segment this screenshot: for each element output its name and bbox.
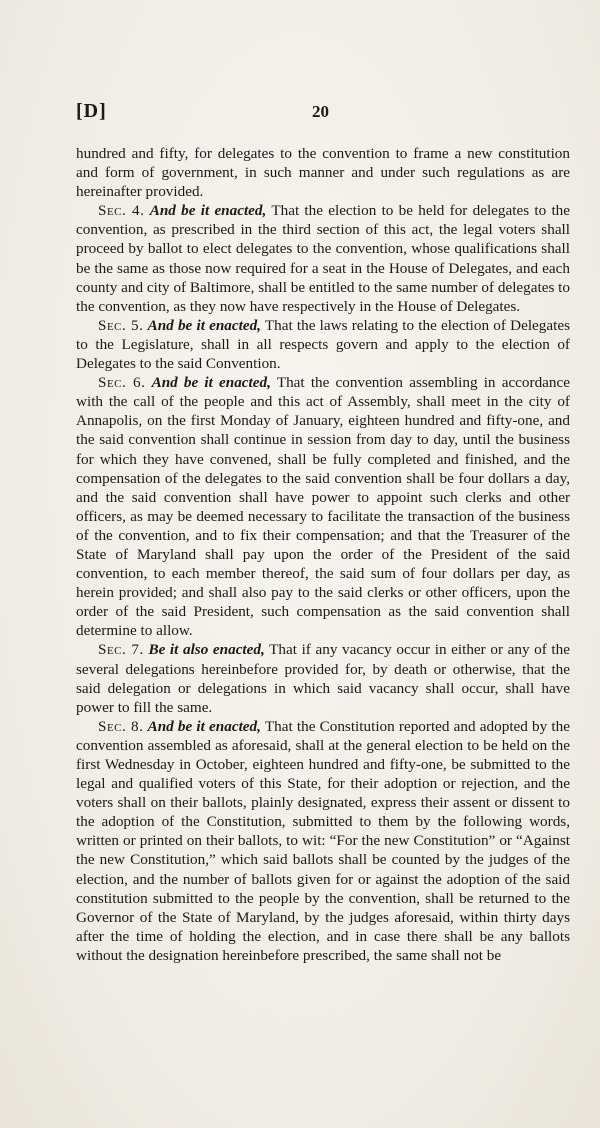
paragraph-text: That the Constitution reported and adopted by the convention assembled as aforesaid, shall at the general election to be held on the first Wednesday in October, eighteen hundred and fifty-one, be submitted to the legal and qualified voters of this State, for their adoption or rejection, and the voters shall on their ballots, plainly designated, express their assent or dissent to the adoption of the Constitution, submitted to them by the following words, written or printed on their ballots, to wit: “For the new Constitution” or “Against the new Constitution,” which said ballots shall be counted by the judges of the election, and the number of ballots given for or against the adoption of the said constitution submitted to the people by the convention, shall be returned to the Governor of the State of Maryland, by the judges aforesaid, within thirty days after the time of holding the election, and in case there shall be any ballots without the designation hereinbefore prescribed, the same shall not be <box>76 717 570 964</box>
page-number: 20 <box>312 102 329 121</box>
paragraph-text: That the laws relating to the election of Delegates to the Legislature, shall in all respects govern and apply to the election of Delegates to the said Convention. <box>76 316 570 373</box>
section-6 <box>76 373 570 640</box>
paragraph-text: That if any vacancy occur in either or any of the several delegations hereinbefore provided for, by death or otherwise, that the said delegation or delegations in which said vacancy shall occur, shall have power to fill the same. <box>76 641 570 716</box>
section-label: Sec. 7. <box>98 641 144 659</box>
section-label: Sec. 8. <box>98 717 144 735</box>
enacting-clause: And be it enacted, <box>151 374 271 392</box>
section-5 <box>76 316 570 373</box>
body-text <box>76 144 570 965</box>
paragraph-text: That the election to be held for delegates to the convention, as prescribed in the third section of this act, the legal voters shall proceed by ballot to elect delegates to the convention, whose qualifications shall be the same as those now required for a seat in the House of Delegates, and each county and city of Baltimore, shall be entitled to the same number of delegates to the convention, as they now have respectively in the House of Delegates. <box>76 202 570 315</box>
enacting-clause: And be it enacted, <box>149 202 267 220</box>
paragraph-text: That the convention assembling in accordance with the call of the people and this act of Assembly, shall meet in the city of Annapolis, on the first Monday of January, eighteen hundred and fifty-one, and the said convention shall continue in session from day to day, until the business for which they have convened, shall be fully completed and finished, and the compensation of the delegates to the said convention shall be four dollars a day, and the said convention shall have power to appoint such clerks and other officers, as may be deemed necessary to facilitate the transaction of the business of the convention, and to fix their compensation; and that the Treasurer of the State of Maryland shall pay upon the order of the President of the said convention, to each member thereof, the said sum of four dollars per day, as herein provided; and shall also pay to the said clerks or other officers, upon the order of the said President, such compensation as the said convention shall determine to allow. <box>76 374 570 640</box>
section-8 <box>76 717 570 965</box>
enacting-clause: And be it enacted, <box>147 316 261 334</box>
section-label: Sec. 5. <box>98 316 144 334</box>
section-label: Sec. 4. <box>98 202 145 220</box>
page-header <box>72 100 532 130</box>
paragraph-continuation <box>76 144 570 201</box>
enacting-clause: Be it also enacted, <box>148 641 265 659</box>
enacting-clause: And be it enacted, <box>147 717 261 735</box>
section-7 <box>76 640 570 716</box>
signature-mark: [D] <box>76 100 107 122</box>
section-4 <box>76 201 570 316</box>
section-label: Sec. 6. <box>98 374 146 392</box>
paragraph-text: hundred and fifty, for delegates to the convention to frame a new constitution and form of government, in such manner and under such regulations as are hereinafter provided. <box>76 145 570 201</box>
